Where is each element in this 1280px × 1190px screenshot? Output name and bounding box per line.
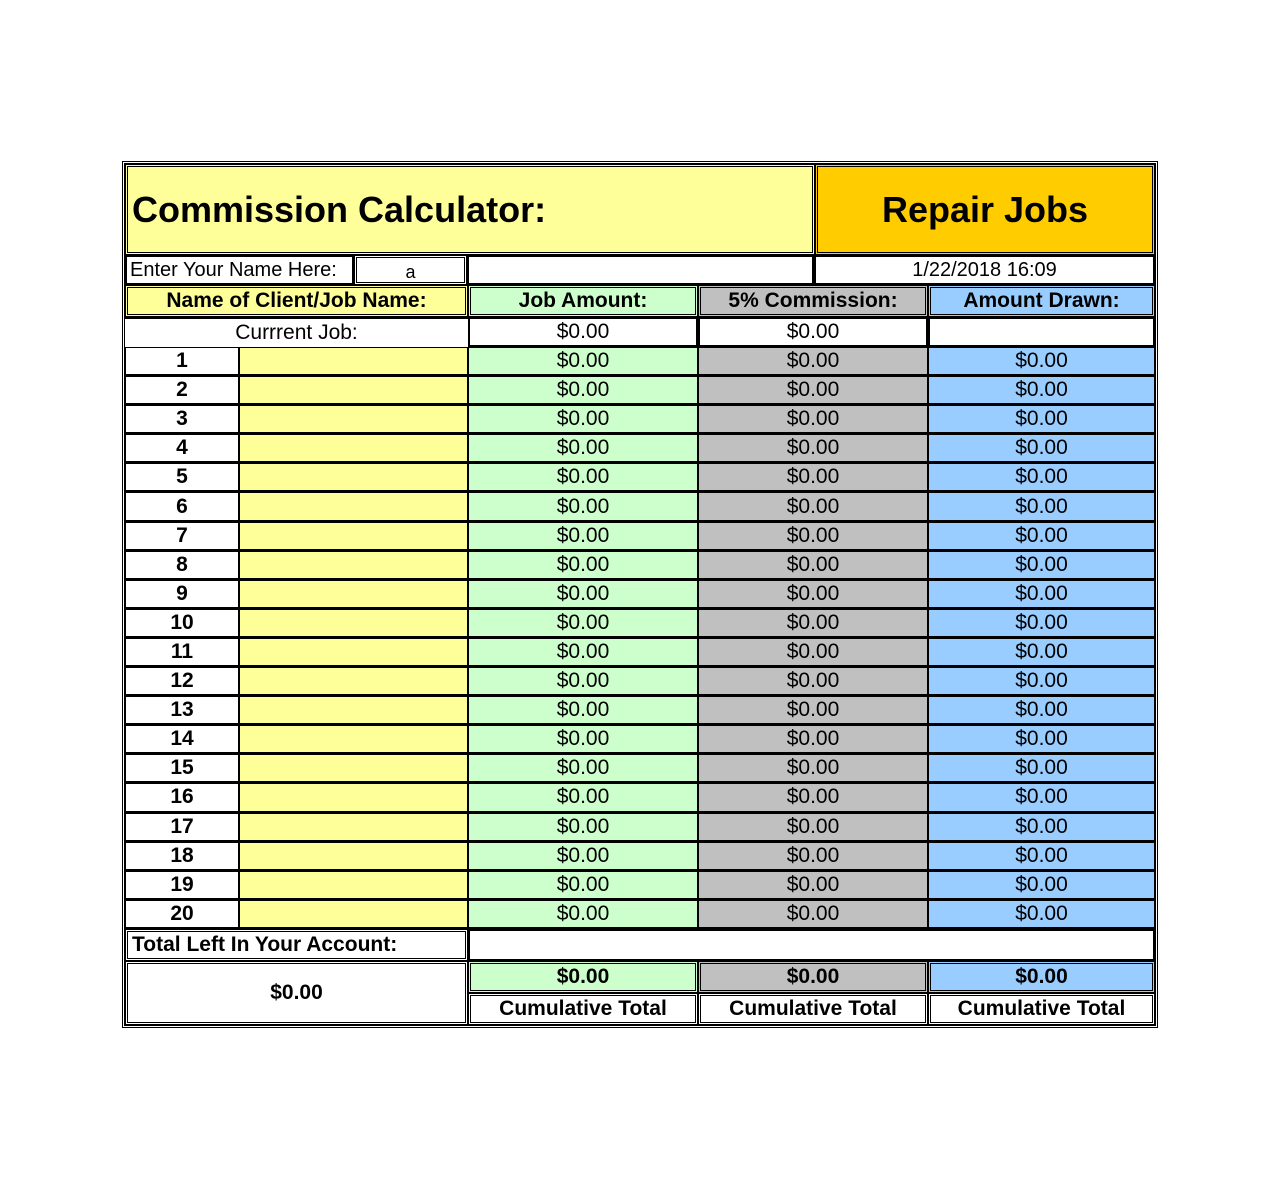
amount-drawn-cell[interactable]: $0.00 [928, 463, 1155, 492]
amount-drawn-cell[interactable]: $0.00 [928, 842, 1155, 871]
amount-drawn-cell[interactable]: $0.00 [928, 405, 1155, 434]
table-row [125, 492, 1155, 521]
current-job-row [125, 317, 1155, 347]
client-name-cell[interactable] [239, 725, 468, 754]
header-job-amount: Job Amount: [468, 285, 698, 317]
job-amount-cell[interactable]: $0.00 [468, 696, 698, 725]
job-amount-cell[interactable]: $0.00 [468, 842, 698, 871]
commission-cell: $0.00 [698, 522, 928, 551]
job-amount-cell[interactable]: $0.00 [468, 522, 698, 551]
table-row [125, 783, 1155, 812]
job-amount-cell[interactable]: $0.00 [468, 492, 698, 521]
row-number: 14 [125, 725, 239, 754]
amount-drawn-cell[interactable]: $0.00 [928, 696, 1155, 725]
commission-cell: $0.00 [698, 871, 928, 900]
job-amount-cell[interactable]: $0.00 [468, 725, 698, 754]
table-row [125, 813, 1155, 842]
commission-cell: $0.00 [698, 551, 928, 580]
job-amount-cell[interactable]: $0.00 [468, 434, 698, 463]
job-amount-cell[interactable]: $0.00 [468, 551, 698, 580]
job-amount-cell[interactable]: $0.00 [468, 580, 698, 609]
row-number: 4 [125, 434, 239, 463]
table-row [125, 725, 1155, 754]
total-amount-drawn: $0.00 [928, 961, 1155, 993]
row-number: 20 [125, 900, 239, 929]
commission-cell: $0.00 [698, 434, 928, 463]
table-row [125, 551, 1155, 580]
table-row [125, 900, 1155, 929]
datetime-cell: 1/22/2018 16:09 [814, 255, 1155, 285]
commission-calculator-sheet [122, 161, 1158, 1028]
client-name-cell[interactable] [239, 696, 468, 725]
cumulative-label-drawn: Cumulative Total [928, 993, 1155, 1025]
row-number: 3 [125, 405, 239, 434]
row-number: 17 [125, 813, 239, 842]
commission-cell: $0.00 [698, 609, 928, 638]
row-number: 19 [125, 871, 239, 900]
column-header-row [125, 285, 1155, 317]
commission-cell: $0.00 [698, 463, 928, 492]
client-name-cell[interactable] [239, 551, 468, 580]
job-amount-cell[interactable]: $0.00 [468, 347, 698, 376]
table-row [125, 405, 1155, 434]
table-row [125, 347, 1155, 376]
commission-cell: $0.00 [698, 696, 928, 725]
amount-drawn-cell[interactable]: $0.00 [928, 871, 1155, 900]
amount-drawn-cell[interactable]: $0.00 [928, 667, 1155, 696]
job-amount-cell[interactable]: $0.00 [468, 871, 698, 900]
client-name-cell[interactable] [239, 376, 468, 405]
client-name-cell[interactable] [239, 347, 468, 376]
job-amount-cell[interactable]: $0.00 [468, 638, 698, 667]
row-number: 6 [125, 492, 239, 521]
cumulative-label-job: Cumulative Total [468, 993, 698, 1025]
commission-cell: $0.00 [698, 783, 928, 812]
client-name-cell[interactable] [239, 842, 468, 871]
job-amount-cell[interactable]: $0.00 [468, 783, 698, 812]
table-row [125, 376, 1155, 405]
job-amount-cell[interactable]: $0.00 [468, 667, 698, 696]
commission-cell: $0.00 [698, 580, 928, 609]
client-name-cell[interactable] [239, 434, 468, 463]
amount-drawn-cell[interactable]: $0.00 [928, 609, 1155, 638]
table-row [125, 434, 1155, 463]
amount-drawn-cell[interactable]: $0.00 [928, 900, 1155, 929]
client-name-cell[interactable] [239, 609, 468, 638]
row-number: 11 [125, 638, 239, 667]
amount-drawn-cell[interactable]: $0.00 [928, 347, 1155, 376]
job-rows [125, 347, 1155, 929]
row-number: 12 [125, 667, 239, 696]
commission-cell: $0.00 [698, 492, 928, 521]
header-amount-drawn: Amount Drawn: [928, 285, 1155, 317]
current-job-amount: $0.00 [468, 317, 698, 347]
row-number: 1 [125, 347, 239, 376]
name-row-blank [467, 255, 814, 285]
commission-cell: $0.00 [698, 813, 928, 842]
amount-drawn-cell[interactable]: $0.00 [928, 522, 1155, 551]
table-row [125, 667, 1155, 696]
client-name-cell[interactable] [239, 900, 468, 929]
client-name-cell[interactable] [239, 492, 468, 521]
row-number: 13 [125, 696, 239, 725]
client-name-cell[interactable] [239, 667, 468, 696]
table-row [125, 463, 1155, 492]
job-amount-cell[interactable]: $0.00 [468, 463, 698, 492]
total-label-row [125, 929, 1155, 961]
client-name-cell[interactable] [239, 463, 468, 492]
table-row [125, 580, 1155, 609]
job-amount-cell[interactable]: $0.00 [468, 609, 698, 638]
row-number: 2 [125, 376, 239, 405]
row-number: 15 [125, 754, 239, 783]
row-number: 5 [125, 463, 239, 492]
header-commission: 5% Commission: [698, 285, 928, 317]
row-number: 8 [125, 551, 239, 580]
table-row [125, 609, 1155, 638]
page-title: Commission Calculator: [125, 164, 815, 255]
commission-cell: $0.00 [698, 725, 928, 754]
job-amount-cell[interactable]: $0.00 [468, 405, 698, 434]
totals-values-row [468, 961, 1155, 993]
amount-drawn-cell[interactable]: $0.00 [928, 813, 1155, 842]
commission-cell: $0.00 [698, 347, 928, 376]
current-job-label: Currrent Job: [125, 317, 468, 347]
table-row [125, 522, 1155, 551]
amount-drawn-cell[interactable]: $0.00 [928, 725, 1155, 754]
name-input[interactable]: a [354, 255, 467, 285]
current-job-commission: $0.00 [698, 317, 928, 347]
commission-cell: $0.00 [698, 754, 928, 783]
row-number: 7 [125, 522, 239, 551]
amount-drawn-cell[interactable]: $0.00 [928, 783, 1155, 812]
page-subtitle: Repair Jobs [815, 164, 1155, 255]
cumulative-label-row [468, 993, 1155, 1025]
job-amount-cell[interactable]: $0.00 [468, 754, 698, 783]
total-row-blank [468, 929, 1155, 961]
current-job-drawn [928, 317, 1155, 347]
job-amount-cell[interactable]: $0.00 [468, 376, 698, 405]
table-row [125, 842, 1155, 871]
client-name-cell[interactable] [239, 580, 468, 609]
amount-drawn-cell[interactable]: $0.00 [928, 551, 1155, 580]
client-name-cell[interactable] [239, 638, 468, 667]
amount-drawn-cell[interactable]: $0.00 [928, 754, 1155, 783]
client-name-cell[interactable] [239, 405, 468, 434]
amount-drawn-cell[interactable]: $0.00 [928, 434, 1155, 463]
totals-section [125, 961, 1155, 1025]
row-number: 16 [125, 783, 239, 812]
row-number: 9 [125, 580, 239, 609]
commission-cell: $0.00 [698, 376, 928, 405]
row-number: 18 [125, 842, 239, 871]
commission-cell: $0.00 [698, 842, 928, 871]
client-name-cell[interactable] [239, 871, 468, 900]
amount-drawn-cell[interactable]: $0.00 [928, 638, 1155, 667]
amount-drawn-cell[interactable]: $0.00 [928, 376, 1155, 405]
header-client: Name of Client/Job Name: [125, 285, 468, 317]
amount-drawn-cell[interactable]: $0.00 [928, 580, 1155, 609]
job-amount-cell[interactable]: $0.00 [468, 813, 698, 842]
account-total: $0.00 [125, 961, 468, 1025]
client-name-cell[interactable] [239, 813, 468, 842]
amount-drawn-cell[interactable]: $0.00 [928, 492, 1155, 521]
client-name-cell[interactable] [239, 783, 468, 812]
total-job-amount: $0.00 [468, 961, 698, 993]
table-row [125, 638, 1155, 667]
client-name-cell[interactable] [239, 522, 468, 551]
table-row [125, 696, 1155, 725]
job-amount-cell[interactable]: $0.00 [468, 900, 698, 929]
cumulative-label-commission: Cumulative Total [698, 993, 928, 1025]
cumulative-totals [468, 961, 1155, 1025]
table-row [125, 871, 1155, 900]
table-row [125, 754, 1155, 783]
client-name-cell[interactable] [239, 754, 468, 783]
title-row [125, 164, 1155, 255]
name-row [125, 255, 1155, 285]
commission-cell: $0.00 [698, 900, 928, 929]
name-label: Enter Your Name Here: [125, 255, 354, 285]
commission-cell: $0.00 [698, 638, 928, 667]
commission-cell: $0.00 [698, 405, 928, 434]
row-number: 10 [125, 609, 239, 638]
total-commission: $0.00 [698, 961, 928, 993]
commission-cell: $0.00 [698, 667, 928, 696]
total-left-label: Total Left In Your Account: [125, 929, 468, 961]
